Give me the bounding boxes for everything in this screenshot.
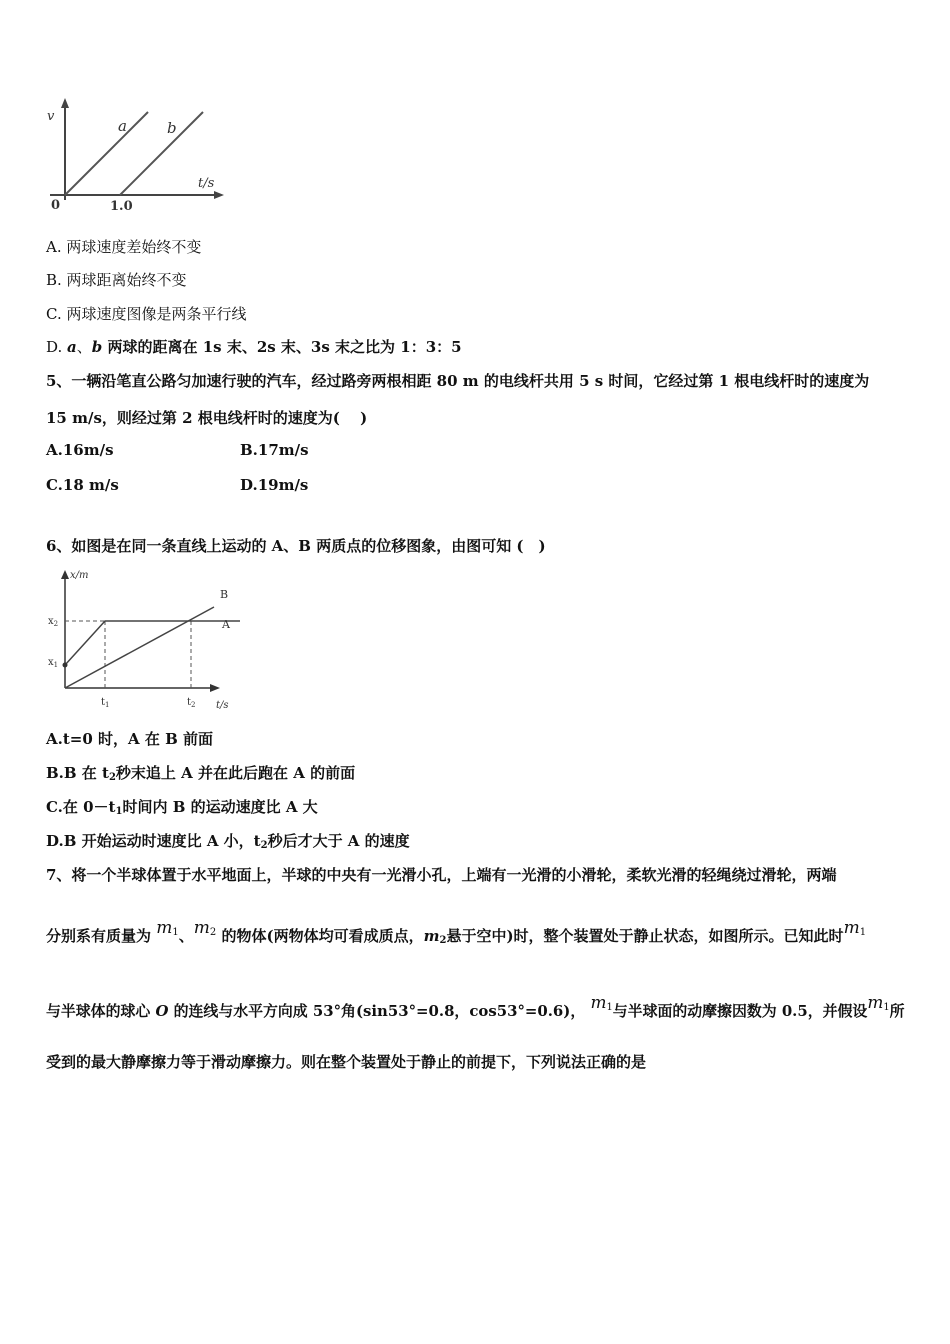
x-axis-arrow	[214, 191, 224, 199]
x-axis-arrow	[210, 684, 220, 692]
line-A	[65, 621, 240, 665]
q7-line3-d: 所	[889, 1002, 905, 1020]
mass-m2: $m_2$	[193, 918, 217, 938]
displacement-time-graph	[40, 562, 240, 717]
line-b-label: b	[167, 119, 177, 137]
x1-label: $x_1$	[48, 657, 59, 669]
q6-option-b-pre: B.B 在 t	[46, 764, 109, 782]
q4-option-c: C. 两球速度图像是两条平行线	[46, 305, 247, 323]
q6-option-c	[46, 796, 318, 817]
line-a	[65, 112, 148, 195]
y-axis-label: v	[47, 109, 55, 124]
y-axis-arrow	[61, 98, 69, 108]
x-axis-label: t/s	[198, 176, 215, 191]
mass-m2-inline-sub: 2	[439, 935, 447, 946]
ball-a: a	[67, 338, 77, 356]
center-o: O	[155, 1002, 169, 1020]
q6-option-d-sub: 2	[260, 840, 268, 851]
q7-line3-b: 的连线与水平方向成 53°角(sin53°=0.8，cos53°=0.6)，	[168, 1002, 586, 1020]
q4-option-d-text: 两球的距离在 1s 末、2s 末、3s 末之比为 1：3：5	[102, 338, 462, 356]
q6-option-a: A.t=0 时，A 在 B 前面	[46, 730, 214, 748]
q5-option-d: D.19m/s	[240, 476, 309, 494]
t2-label: $t_2$	[187, 697, 196, 709]
q5-stem-line2: 15 m/s，则经过第 2 根电线杆时的速度为( )	[46, 409, 368, 427]
y-axis-arrow	[61, 570, 69, 579]
start-dot-A	[63, 663, 68, 668]
q4-option-d-sep: 、	[76, 338, 92, 356]
tick-label-1: 1.0	[110, 199, 133, 214]
mass-m1-friction: $m_1$	[590, 993, 613, 1013]
line-A-label: A	[222, 618, 230, 631]
y-axis-label: x/m	[70, 570, 89, 581]
q7-line3-c: 与半球面的动摩擦因数为 0.5，并假设	[612, 1002, 868, 1020]
q4-option-d	[46, 336, 462, 357]
q7-line2-b: 的物体(两物体均可看成质点，	[221, 927, 424, 945]
q7-stem-line4: 受到的最大静摩擦力等于滑动摩擦力。则在整个装置处于静止的前提下，下列说法正确的是	[46, 1053, 647, 1071]
q4-option-d-prefix: D.	[46, 338, 68, 356]
velocity-time-graph	[40, 95, 240, 220]
q7-line2-a: 分别系有质量为	[46, 927, 152, 945]
line-B	[65, 607, 214, 688]
line-b	[120, 112, 203, 195]
q7-line3-a: 与半球体的球心	[46, 1002, 156, 1020]
q6-option-d-post: 秒后才大于 A 的速度	[267, 832, 410, 850]
q4-option-a: A. 两球速度差始终不变	[46, 238, 202, 256]
q6-option-c-pre: C.在 0－t	[46, 798, 116, 816]
x-axis-label: t/s	[216, 700, 229, 711]
mass-m1-assume: $m_1$	[867, 993, 890, 1013]
line-a-label: a	[118, 117, 127, 135]
ball-b: b	[91, 338, 103, 356]
q7-sep: 、	[178, 927, 194, 945]
q7-stem-line1: 7、将一个半球体置于水平地面上，半球的中央有一光滑小孔，上端有一光滑的小滑轮，柔软光滑的轻绳绕过滑轮，两端	[46, 866, 837, 884]
q4-option-b: B. 两球距离始终不变	[46, 271, 187, 289]
q6-option-c-sub: 1	[115, 806, 123, 817]
origin-label: 0	[51, 198, 61, 213]
mass-m2-inline: m	[423, 927, 440, 945]
q6-option-b-sub: 2	[108, 772, 116, 783]
q7-line2-c: 悬于空中)时，整个装置处于静止状态，如图所示。已知此时	[446, 927, 844, 945]
q6-option-d	[46, 830, 410, 851]
q6-option-d-pre: D.B 开始运动时速度比 A 小，t	[46, 832, 261, 850]
q7-stem-line2	[46, 918, 867, 946]
mass-m1-end: $m_1$	[843, 918, 867, 938]
line-B-label: B	[220, 588, 229, 601]
q7-stem-line3	[46, 993, 905, 1021]
x2-label: $x_2$	[48, 616, 59, 628]
q5-stem-line1: 5、一辆沿笔直公路匀加速行驶的汽车，经过路旁两根相距 80 m 的电线杆共用 5 s 时间，它经过第 1 根电线杆时的速度为	[46, 372, 870, 390]
q6-option-c-post: 时间内 B 的运动速度比 A 大	[122, 798, 318, 816]
q5-option-a: A.16m/s	[46, 441, 114, 459]
q5-option-c: C.18 m/s	[46, 476, 119, 494]
q5-option-b: B.17m/s	[240, 441, 309, 459]
q6-stem: 6、如图是在同一条直线上运动的 A、B 两质点的位移图象，由图可知 ( )	[46, 537, 546, 555]
q6-option-b-post: 秒末追上 A 并在此后跑在 A 的前面	[115, 764, 356, 782]
mass-m1: $m_1$	[156, 918, 179, 938]
t1-label: $t_1$	[101, 697, 110, 709]
q6-option-b	[46, 762, 355, 783]
